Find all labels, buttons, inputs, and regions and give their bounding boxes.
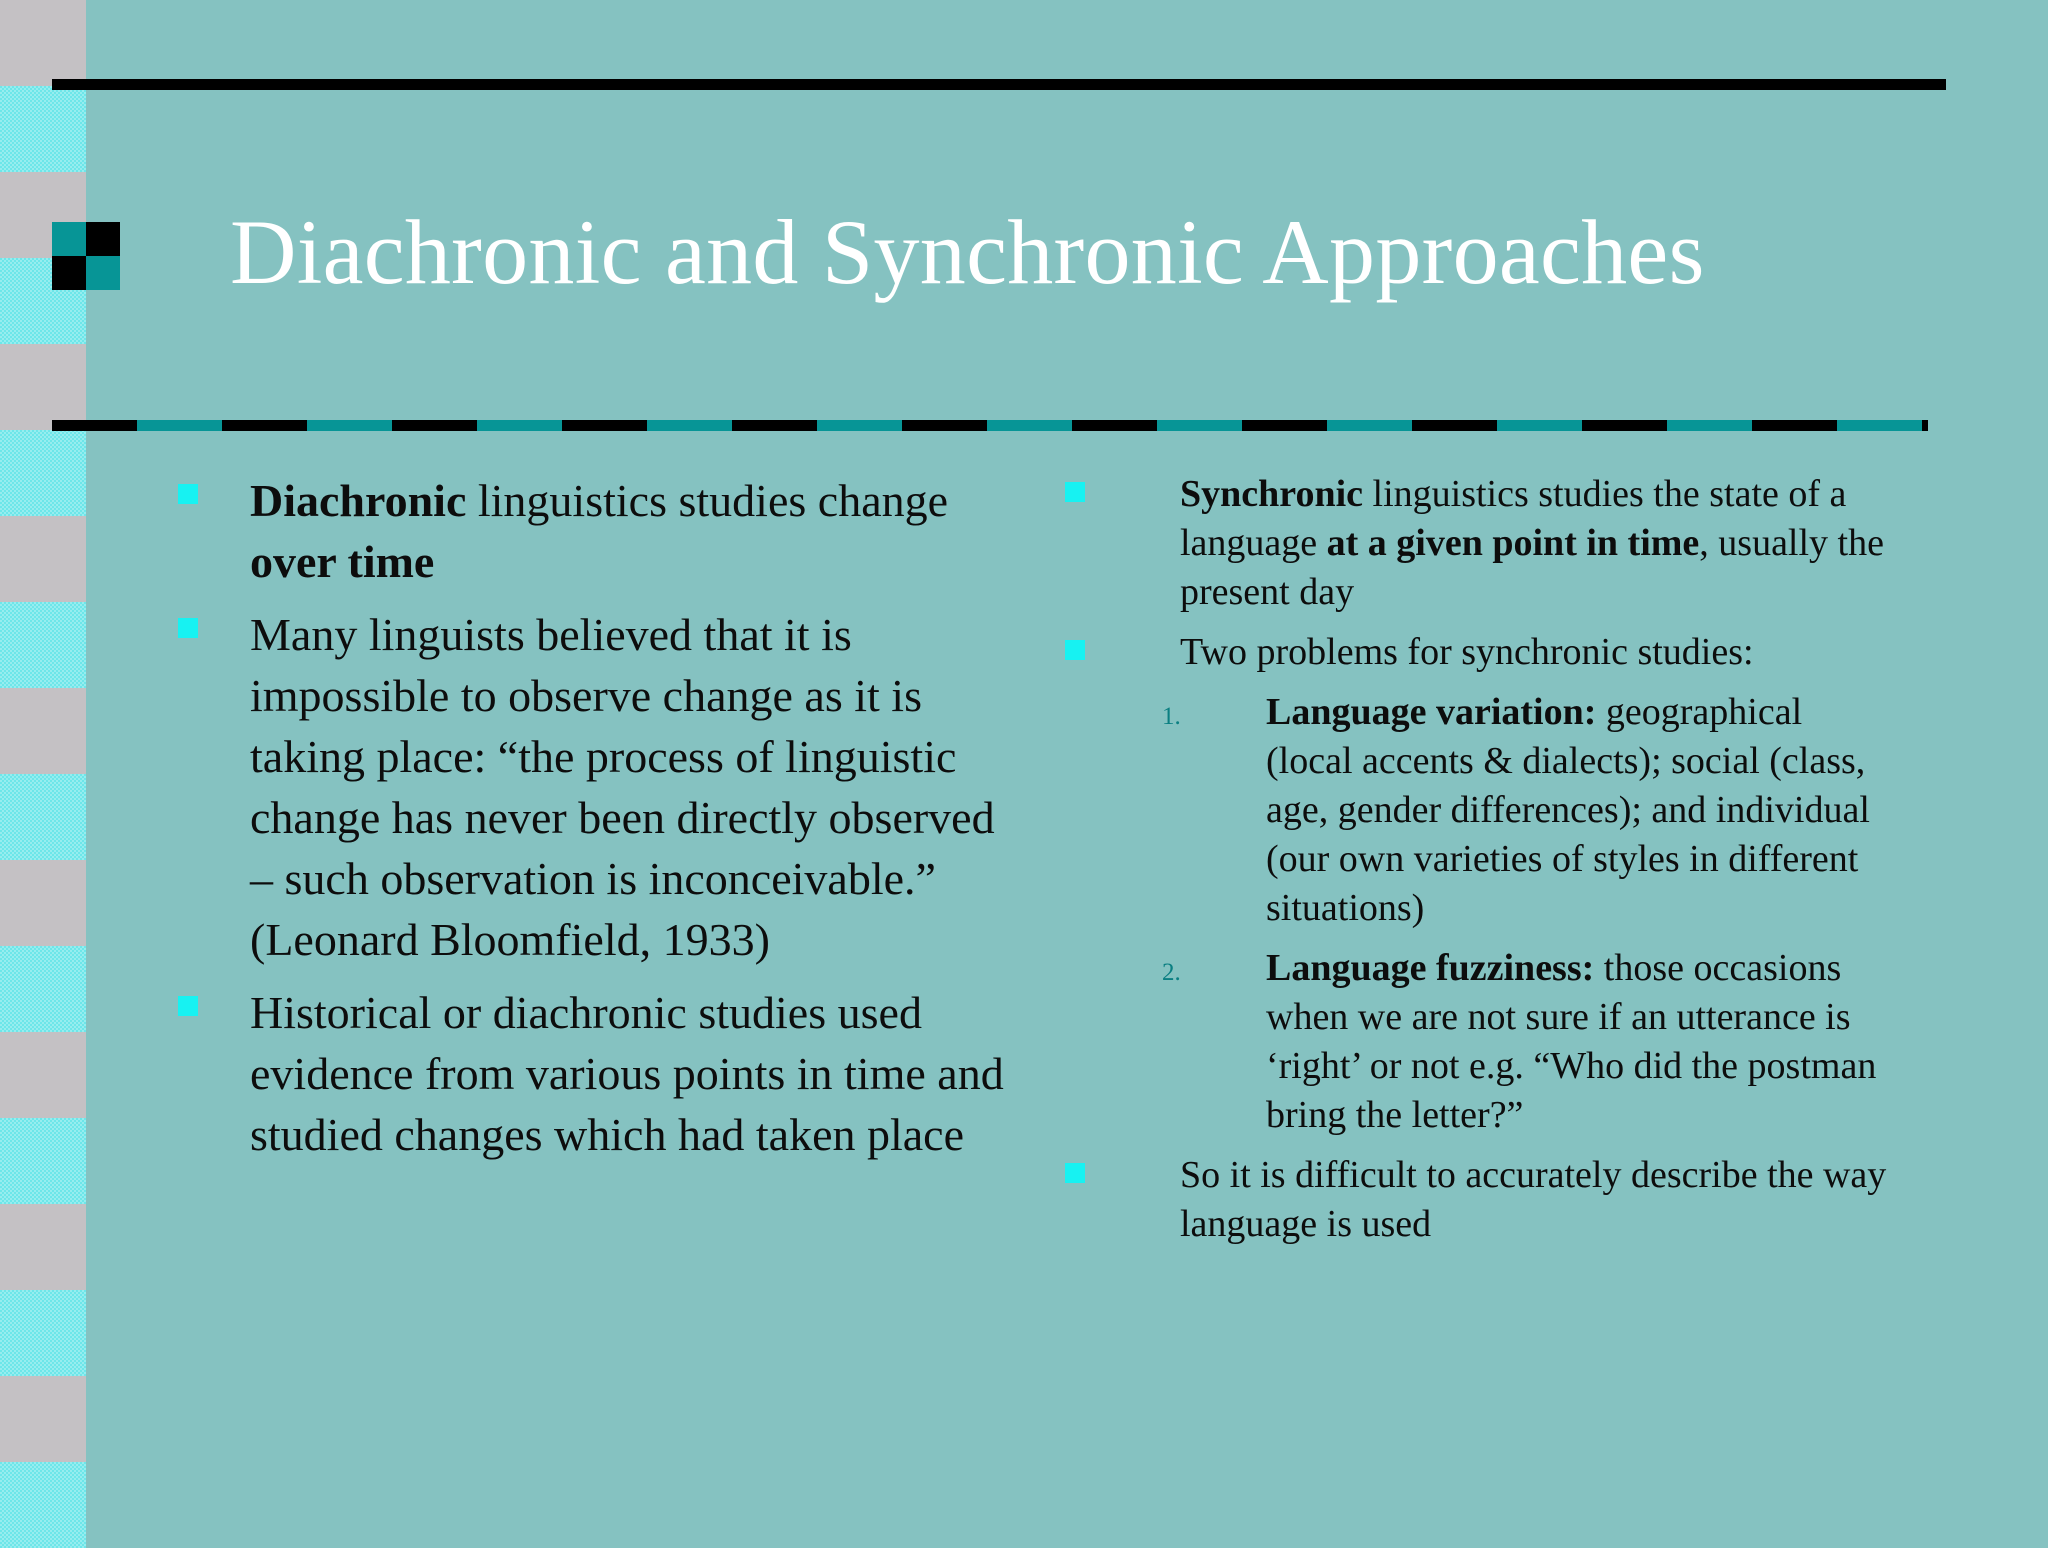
strip-segment bbox=[0, 946, 86, 1032]
bullet-text: So it is difficult to accurately describe the way language is used bbox=[1180, 1154, 1887, 1245]
strip-segment bbox=[0, 1376, 86, 1462]
title-divider bbox=[52, 420, 1928, 431]
strip-segment bbox=[0, 86, 86, 172]
right-bullet-conclusion bbox=[1060, 1151, 1890, 1249]
numbered-item-language-variation bbox=[1060, 688, 1890, 933]
strip-segment bbox=[0, 1462, 86, 1548]
strip-segment bbox=[0, 1032, 86, 1118]
numbered-heading: Language fuzziness: bbox=[1266, 947, 1595, 989]
numbered-item-language-fuzziness bbox=[1060, 944, 1890, 1140]
strip-segment bbox=[0, 688, 86, 774]
title-checker-icon bbox=[52, 222, 120, 290]
strip-segment bbox=[0, 860, 86, 946]
term-diachronic: Diachronic bbox=[250, 475, 467, 526]
right-column bbox=[1060, 470, 1890, 1260]
square-bullet-icon bbox=[1065, 1163, 1085, 1183]
numbered-text: geographical (local accents & dialects); social (class, age, gender differences); and individual (our own varieties of styles in different situations) bbox=[1266, 691, 1870, 929]
emphasis-text: at a given point in time bbox=[1326, 522, 1700, 564]
strip-segment bbox=[0, 1290, 86, 1376]
strip-segment bbox=[0, 344, 86, 430]
square-bullet-icon bbox=[178, 618, 198, 638]
bullet-text: Two problems for synchronic studies: bbox=[1180, 631, 1754, 673]
square-bullet-icon bbox=[1065, 640, 1085, 660]
strip-segment bbox=[0, 774, 86, 860]
strip-segment bbox=[0, 430, 86, 516]
square-bullet-icon bbox=[178, 996, 198, 1016]
strip-segment bbox=[0, 1204, 86, 1290]
emphasis-text: over time bbox=[250, 536, 435, 587]
top-rule bbox=[52, 79, 1946, 90]
square-bullet-icon bbox=[178, 484, 198, 504]
left-column bbox=[170, 470, 1010, 1177]
bullet-text: , usually the present day bbox=[1180, 522, 1884, 613]
strip-segment bbox=[0, 602, 86, 688]
strip-segment bbox=[0, 516, 86, 602]
list-number: 1. bbox=[1162, 703, 1181, 730]
bullet-text: Historical or diachronic studies used evidence from various points in time and studied changes which had taken place bbox=[250, 987, 1004, 1160]
left-bullet-diachronic bbox=[170, 470, 1010, 592]
strip-segment bbox=[0, 1118, 86, 1204]
right-bullet-synchronic bbox=[1060, 470, 1890, 617]
square-bullet-icon bbox=[1065, 482, 1085, 502]
strip-segment bbox=[0, 0, 86, 86]
bullet-text: Many linguists believed that it is impossible to observe change as it is taking place: “the process of linguistic change has never been directly observed – such observation is inconceivable.” (Leonard Bloomfield, 1933) bbox=[250, 609, 995, 965]
bullet-text: linguistics studies change bbox=[466, 475, 949, 526]
left-bullet-bloomfield-quote bbox=[170, 604, 1010, 970]
numbered-heading: Language variation: bbox=[1266, 691, 1597, 733]
left-bullet-historical-studies bbox=[170, 982, 1010, 1165]
term-synchronic: Synchronic bbox=[1180, 473, 1364, 515]
slide-title: Diachronic and Synchronic Approaches bbox=[230, 201, 1705, 303]
numbered-text: those occasions when we are not sure if an utterance is ‘right’ or not e.g. “Who did the postman bring the letter?” bbox=[1266, 947, 1877, 1136]
bullet-text: linguistics studies the state of a language bbox=[1180, 473, 1847, 564]
list-number: 2. bbox=[1162, 959, 1181, 986]
right-bullet-two-problems bbox=[1060, 628, 1890, 677]
